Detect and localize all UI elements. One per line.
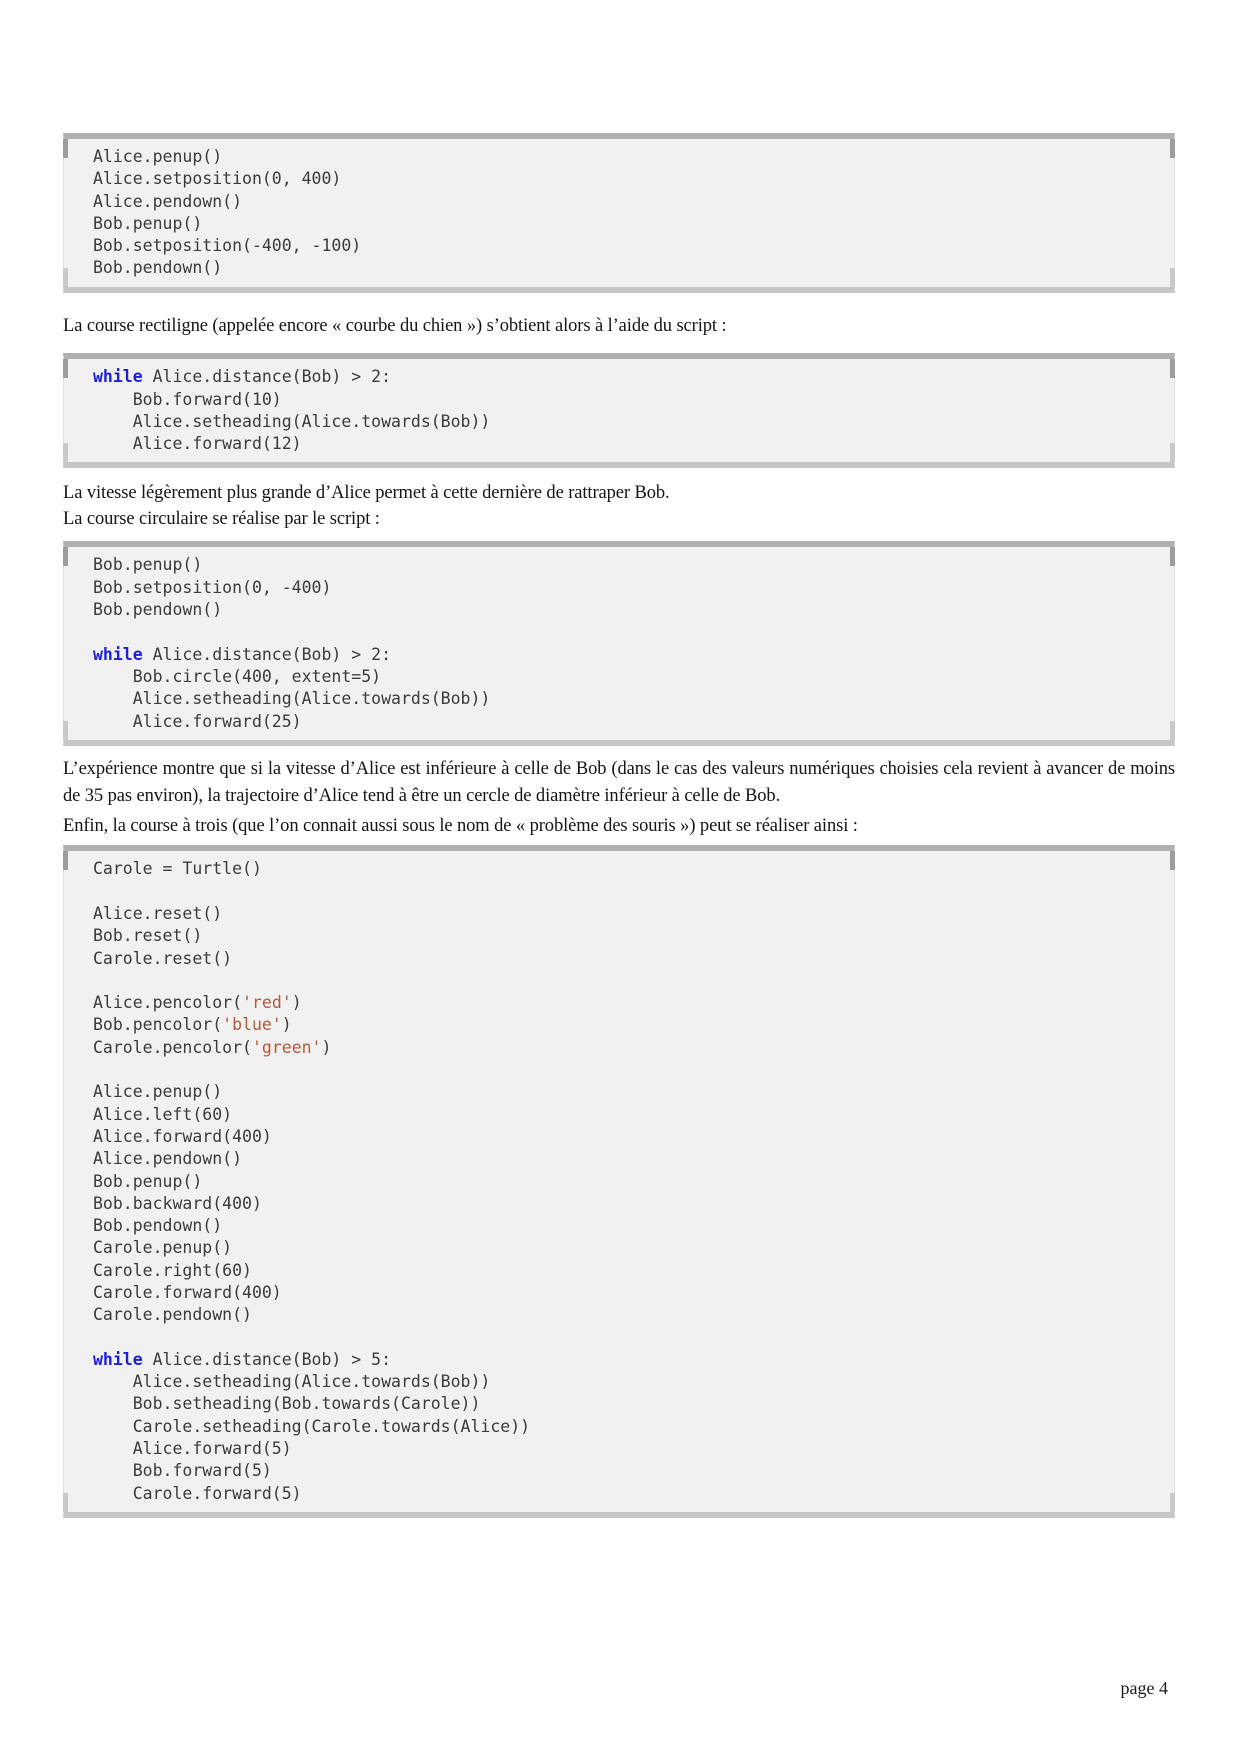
code-line: Carole.forward(5) [93,1483,302,1503]
code-line: Bob.forward(5) [93,1461,272,1481]
code-line: Carole.right(60) [93,1260,252,1280]
code-line: Alice.setheading(Alice.towards(Bob)) [93,689,491,709]
code-line: Bob.pendown() [93,258,223,278]
code-line: Alice.setheading(Alice.towards(Bob)) [93,1372,491,1392]
code-line: Carole = Turtle() [93,859,262,879]
code-line: Carole.pencolor('green') [93,1037,332,1057]
code-line: Alice.pendown() [93,1149,243,1169]
code-line: Bob.forward(10) [93,389,282,409]
code-line: Carole.setheading(Carole.towards(Alice)) [93,1416,531,1436]
code-line: while Alice.distance(Bob) > 2: [93,367,392,387]
paragraph-three-way-intro: Enfin, la course à trois (que l’on connait aussi sous le nom de « problème des souris ») peut se réaliser ainsi : [63,815,858,836]
code-line: while Alice.distance(Bob) > 5: [93,1349,392,1369]
code-line: Alice.forward(25) [93,711,302,731]
code-line: Bob.pendown() [93,1216,223,1236]
code-line: Bob.penup() [93,1171,203,1191]
code-line: Alice.pencolor('red') [93,993,302,1013]
code-line: while Alice.distance(Bob) > 2: [93,644,392,664]
code-line: Bob.penup() [93,555,203,575]
code-block-three-mice [63,845,1175,1518]
code-line: Bob.reset() [93,926,203,946]
code-line [93,1059,1162,1081]
code-line: Alice.penup() [93,147,223,166]
code-listing [64,139,1174,287]
code-line: Bob.circle(400, extent=5) [93,666,382,686]
code-block-initial-positions [63,133,1175,293]
code-line: Bob.setheading(Bob.towards(Carole)) [93,1394,481,1414]
code-line: Alice.setposition(0, 400) [93,169,342,189]
code-block-straight-chase [63,353,1175,468]
paragraph-circular-intro: La course circulaire se réalise par le script : [63,509,380,530]
paragraph-speed-note: La vitesse légèrement plus grande d’Alice permet à cette dernière de rattraper Bob. [63,483,670,504]
code-line: Bob.setposition(0, -400) [93,577,332,597]
code-line [93,1327,1162,1349]
code-line: Alice.left(60) [93,1104,233,1124]
code-line: Carole.penup() [93,1238,233,1258]
code-line [93,881,1162,903]
page-footer [1121,1678,1168,1699]
page-number: page 4 [1120,1678,1168,1698]
paragraph-chase-intro: La course rectiligne (appelée encore « courbe du chien ») s’obtient alors à l’aide du script : [63,315,727,336]
code-listing [64,359,1174,462]
code-line: Alice.forward(5) [93,1439,292,1459]
code-line: Bob.penup() [93,213,203,233]
code-line: Alice.pendown() [93,191,243,211]
paragraph-experiment-note: L’expérience montre que si la vitesse d’Alice est inférieure à celle de Bob (dans le cas des valeurs numériques choisies cela revient à avancer de moins de 35 pas environ), la trajectoire d’Alice tend à être un cercle de diamètre inférieur à celle de Bob. [63,758,1175,807]
code-block-circular-chase [63,541,1175,745]
code-line: Carole.reset() [93,948,233,968]
code-line: Bob.backward(400) [93,1193,262,1213]
code-line: Alice.setheading(Alice.towards(Bob)) [93,411,491,431]
code-line: Alice.reset() [93,903,223,923]
code-line: Bob.pendown() [93,600,223,620]
code-line: Alice.forward(400) [93,1126,272,1146]
code-line: Bob.setposition(-400, -100) [93,236,362,256]
code-line: Carole.forward(400) [93,1282,282,1302]
code-line [93,621,1162,643]
page-content [63,133,1175,1518]
code-line: Alice.forward(12) [93,434,302,454]
code-line: Carole.pendown() [93,1305,252,1325]
code-line: Alice.penup() [93,1082,223,1102]
code-listing [64,547,1174,739]
code-listing [64,851,1174,1512]
code-line: Bob.pencolor('blue') [93,1015,292,1035]
code-line [93,970,1162,992]
